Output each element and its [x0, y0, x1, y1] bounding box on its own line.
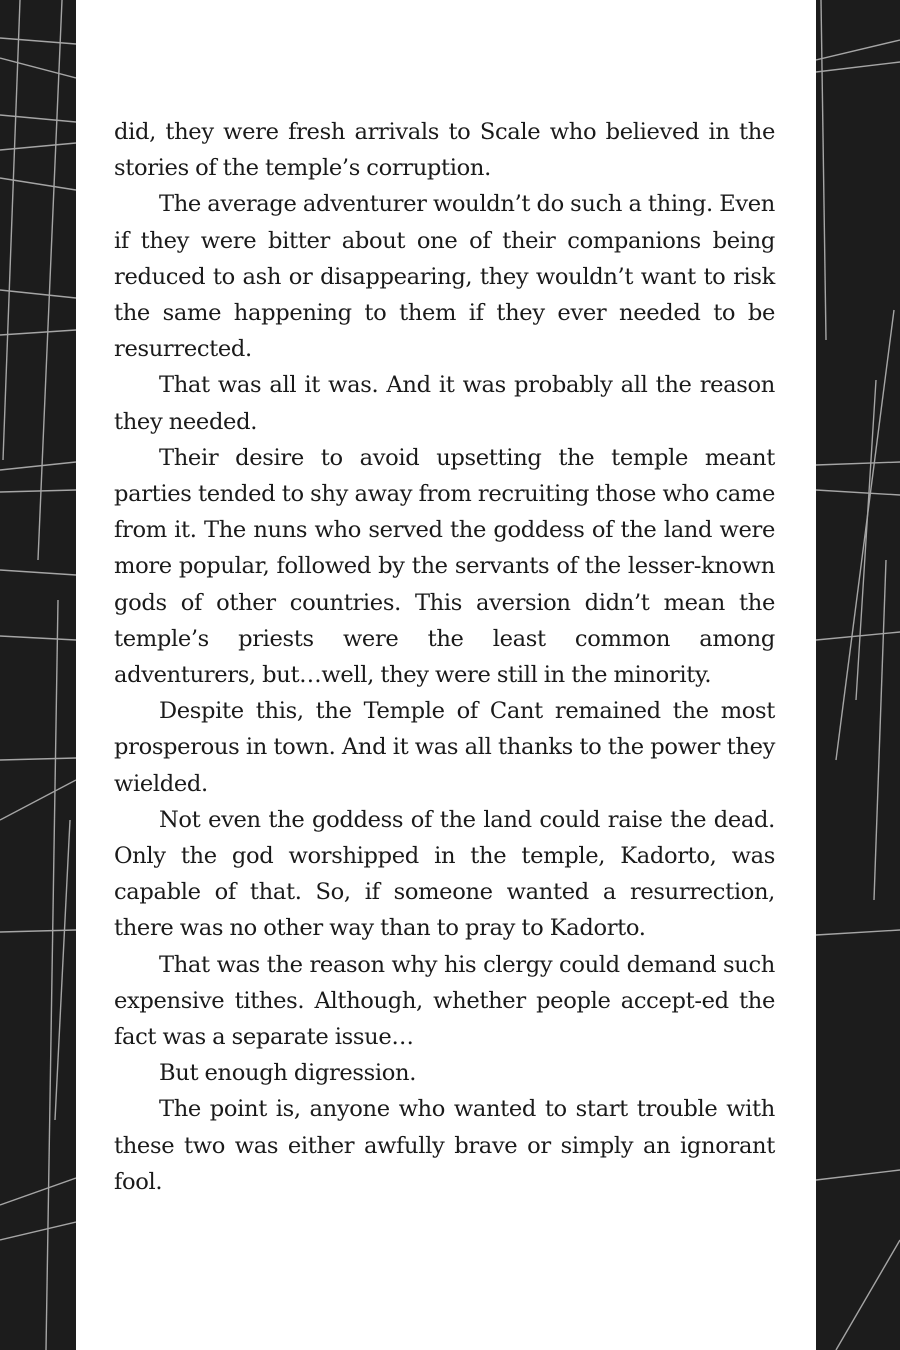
paragraph: did, they were fresh arrivals to Scale who believed in the stories of the temple’s corruption. — [114, 119, 775, 182]
right-decorative-border — [816, 0, 900, 1350]
paragraph: Their desire to avoid upsetting the temple meant parties tended to shy away from recruiting those who came from it. The nuns who served the goddess of the land were more popular, followed by the servants of the lesser-known gods of other countries. This aversion didn’t mean the temple’s priests were the least common among adventurers, but…well, they were still in the minority. — [114, 444, 775, 689]
paragraph: The point is, anyone who wanted to start trouble with these two was either awfully brave or simply an ignorant fool. — [114, 1096, 775, 1195]
paragraph: That was the reason why his clergy could demand such expensive tithes. Although, whether people accept-ed the fact was a separate issue… — [114, 951, 775, 1051]
paragraph: That was all it was. And it was probably all the reason they needed. — [114, 372, 775, 435]
page-paper — [76, 0, 816, 1350]
body-text — [114, 114, 775, 1200]
left-decorative-border — [0, 0, 76, 1350]
paragraph: Not even the goddess of the land could raise the dead. Only the god worshipped in the temple, Kadorto, was capable of that. So, if someone wanted a resurrection, there was no other way than to pray to Kadorto. — [114, 806, 775, 942]
paragraph: But enough digression. — [159, 1060, 417, 1087]
paragraph: Despite this, the Temple of Cant remained the most prosperous in town. And it was all thanks to the power they wielded. — [114, 698, 775, 797]
paragraph: The average adventurer wouldn’t do such a thing. Even if they were bitter about one of their companions being reduced to ash or disappearing, they wouldn’t want to risk the same happening to them if they ever needed to be resurrected. — [114, 191, 775, 363]
